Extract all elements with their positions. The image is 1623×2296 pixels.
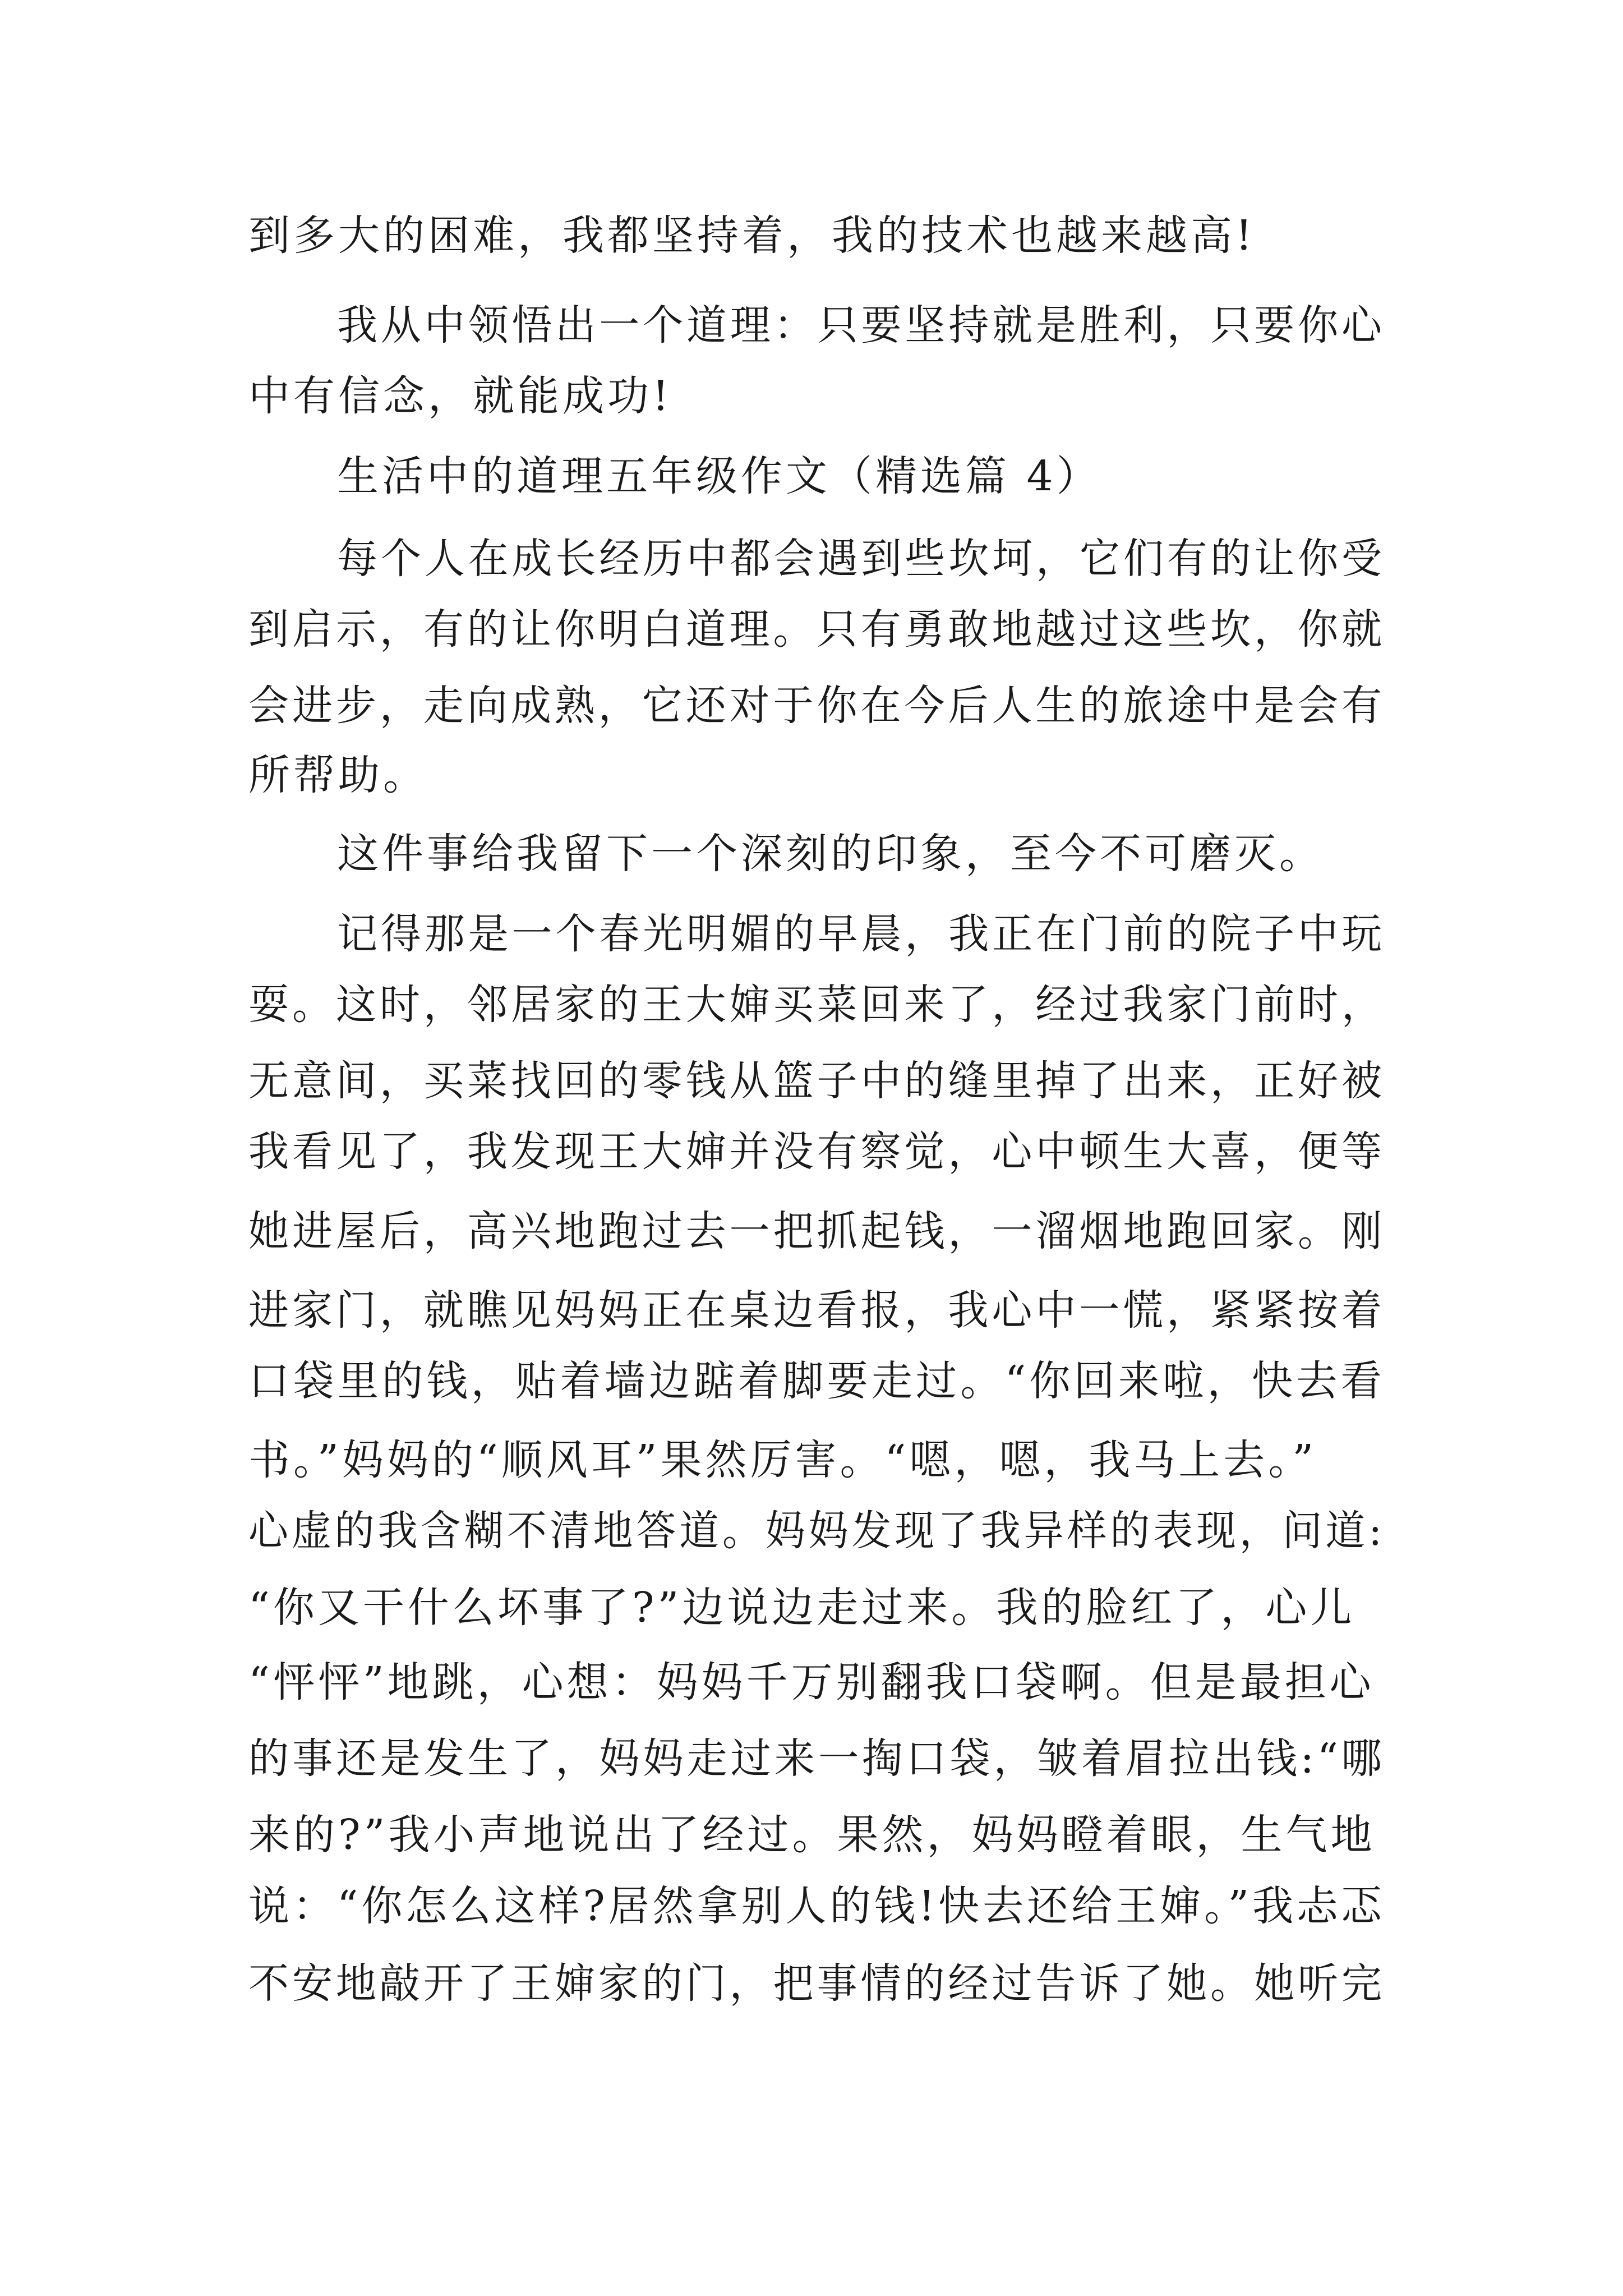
text-line: 的事还是发生了，妈妈走过来一掏口袋，皱着眉拉出钱:“哪 <box>248 1734 1385 1783</box>
text-line: 书。”妈妈的“顺风耳”果然厉害。“嗯，嗯，我马上去。” <box>248 1436 1317 1484</box>
text-line: “你又干什么坏事了?”边说边走过来。我的脸红了，心儿 <box>248 1584 1355 1632</box>
text-line: 每个人在成长经历中都会遇到些坎坷，它们有的让你受 <box>337 535 1385 583</box>
text-line: 口袋里的钱，贴着墙边踮着脚要走过。“你回来啦，快去看 <box>248 1357 1385 1405</box>
text-line: 不安地敲开了王婶家的门，把事情的经过告诉了她。她听完 <box>248 1959 1385 2008</box>
text-line: 到启示，有的让你明白道理。只有勇敢地越过这些坎，你就 <box>248 605 1385 654</box>
text-line: 来的?”我小声地说出了经过。果然，妈妈瞪着眼，生气地 <box>248 1811 1376 1859</box>
text-line: 她进屋后，高兴地跑过去一把抓起钱，一溜烟地跑回家。刚 <box>248 1207 1385 1255</box>
text-line: 心虚的我含糊不清地答道。妈妈发现了我异样的表现，问道: <box>248 1507 1385 1555</box>
text-line: 无意间，买菜找回的零钱从篮子中的缝里掉了出来，正好被 <box>248 1057 1385 1105</box>
text-line: 所帮助。 <box>248 751 428 799</box>
text-line: 中有信念，就能成功! <box>248 372 672 420</box>
text-line: 这件事给我留下一个深刻的印象，至今不可磨灭。 <box>337 830 1324 878</box>
text-line: 我看见了，我发现王大婶并没有察觉，心中顿生大喜，便等 <box>248 1128 1385 1176</box>
section-heading: 生活中的道理五年级作文（精选篇 4） <box>337 452 1101 500</box>
text-line: 我从中领悟出一个道理：只要坚持就是胜利，只要你心 <box>337 301 1385 349</box>
text-line: “怦怦”地跳，心想：妈妈千万别翻我口袋啊。但是最担心 <box>248 1658 1375 1706</box>
text-line: 说：“你怎么这样?居然拿别人的钱!快去还给王婶。”我忐忑 <box>248 1882 1386 1930</box>
text-line: 会进步，走向成熟，它还对于你在今后人生的旅途中是会有 <box>248 682 1385 730</box>
text-line: 记得那是一个春光明媚的早晨，我正在门前的院子中玩 <box>337 910 1385 958</box>
text-line: 耍。这时，邻居家的王大婶买菜回来了，经过我家门前时， <box>248 981 1385 1029</box>
text-line: 到多大的困难，我都坚持着，我的技术也越来越高! <box>248 211 1256 260</box>
text-line: 进家门，就瞧见妈妈正在桌边看报，我心中一慌，紧紧按着 <box>248 1286 1385 1335</box>
